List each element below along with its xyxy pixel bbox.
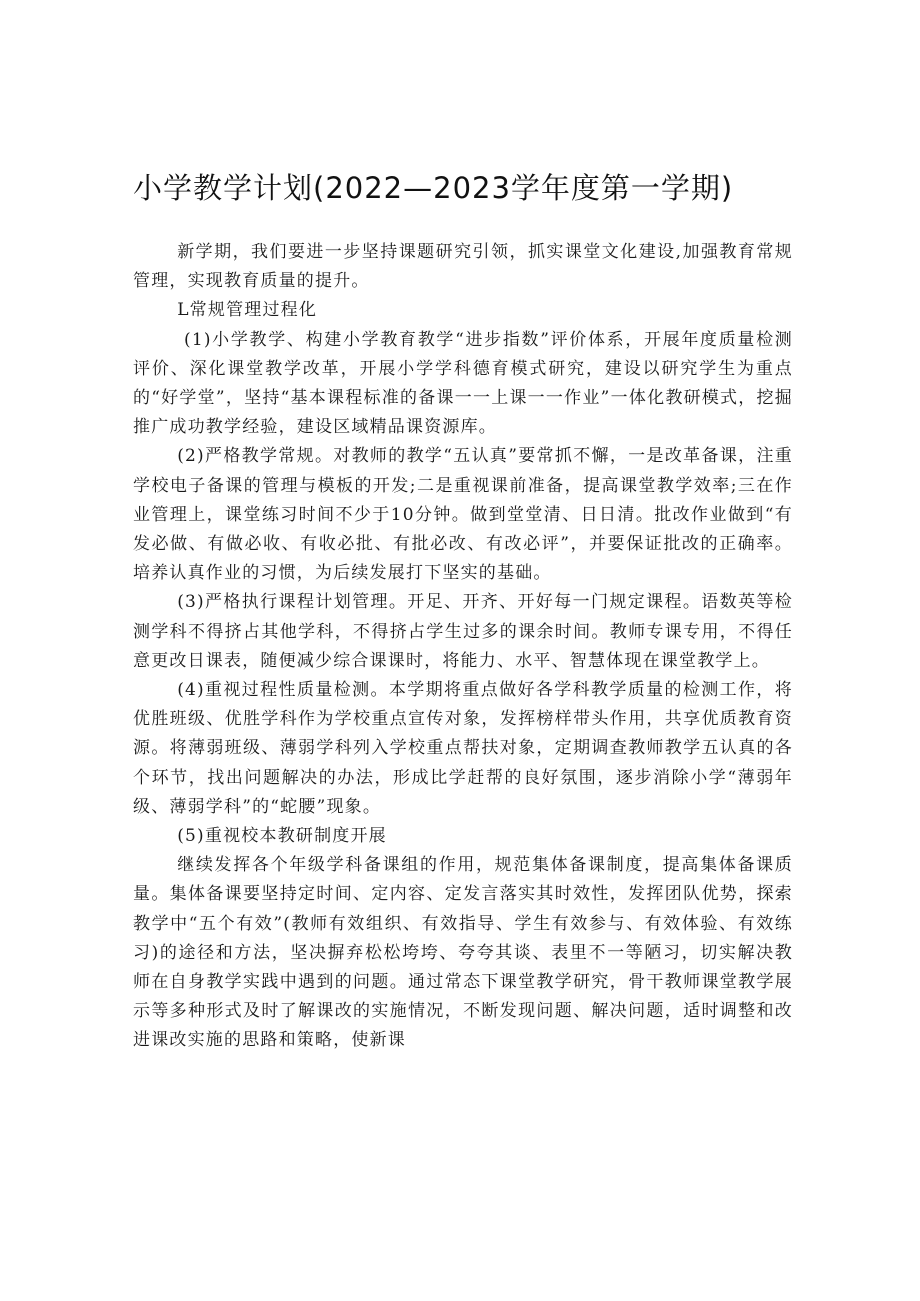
- item-3-paragraph: (3)严格执行课程计划管理。开足、开齐、开好每一门规定课程。语数英等检测学科不得挤占其他学科，不得挤占学生过多的课余时间。教师专课专用，不得任意更改日课表，随便减少综合课课时，将能力、水平、智慧体现在课堂教学上。: [133, 592, 793, 671]
- section-heading: L常规管理过程化: [177, 300, 318, 321]
- document-title: 小学教学计划(2022—2023学年度第一学期): [133, 171, 734, 205]
- item-5-paragraph: 继续发挥各个年级学科备课组的作用，规范集体备课制度，提高集体备课质量。集体备课要坚持定时间、定内容、定发言落实其时效性，发挥团队优势，探索教学中“五个有效”(教师有效组织、有效指导、学生有效参与、有效体验、有效练习)的途径和方法，坚决摒弃松松垮垮、夸夸其谈、表里不一等陋习，切实解决教师在自身教学实践中遇到的问题。通过常态下课堂教学研究，骨干教师课堂教学展示等多种形式及时了解课改的实施情况，不断发现问题、解决问题，适时调整和改进课改实施的思路和策略，使新课: [133, 855, 793, 1051]
- document-body: [133, 238, 793, 1056]
- intro-paragraph: 新学期，我们要进一步坚持课题研究引领，抓实课堂文化建设,加强教育常规管理，实现教育质量的提升。: [133, 242, 793, 292]
- item-2-paragraph: (2)严格教学常规。对教师的教学“五认真”要常抓不懈，一是改革备课，注重学校电子备课的管理与模板的开发;二是重视课前准备，提高课堂教学效率;三在作业管理上，课堂练习时间不少于10分钟。做到堂堂清、日日清。批改作业做到“有发必做、有做必收、有收必批、有批必改、有改必评”，并要保证批改的正确率。培养认真作业的习惯，为后续发展打下坚实的基础。: [133, 446, 793, 584]
- item-5-heading: (5)重视校本教研制度开展: [177, 826, 387, 847]
- item-1-paragraph: (1)小学教学、构建小学教育教学“进步指数”评价体系，开展年度质量检测评价、深化课堂教学改革，开展小学学科德育模式研究，建设以研究学生为重点的“好学堂”，坚持“基本课程标准的备课一一上课一一作业”一体化教研模式，挖掘推广成功教学经验，建设区域精品课资源库。: [133, 329, 793, 438]
- item-4-paragraph: (4)重视过程性质量检测。本学期将重点做好各学科教学质量的检测工作，将优胜班级、优胜学科作为学校重点宣传对象，发挥榜样带头作用，共享优质教育资源。将薄弱班级、薄弱学科列入学校重点帮扶对象，定期调查教师教学五认真的各个环节，找出问题解决的办法，形成比学赶帮的良好氛围，逐步消除小学“薄弱年级、薄弱学科”的“蛇腰”现象。: [133, 680, 793, 817]
